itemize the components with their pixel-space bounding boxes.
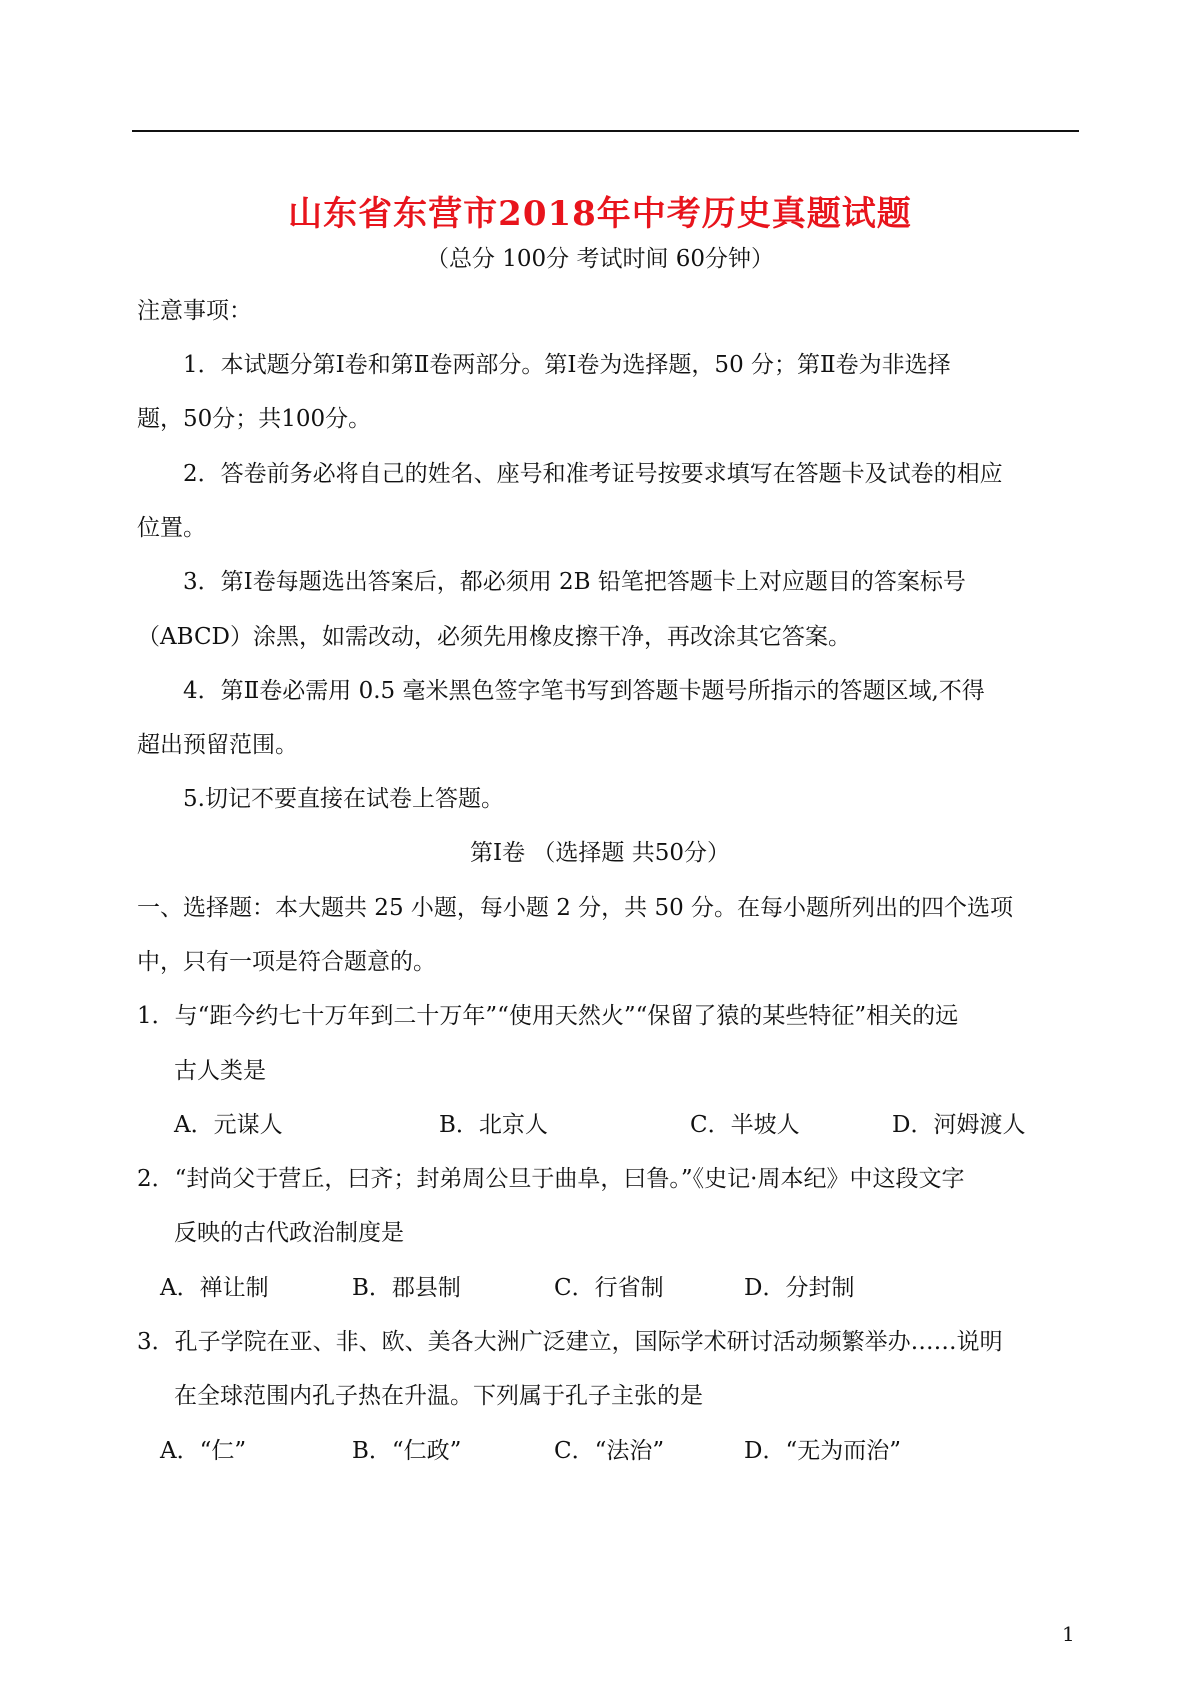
question-3-line1: 3．孔子学院在亚、非、欧、美各大洲广泛建立，国际学术研讨活动频繁举办……说明 — [137, 1329, 1003, 1355]
notice-item-4-line2: 超出预留范围。 — [137, 732, 298, 758]
question-3-option-a: A．“仁” — [160, 1438, 247, 1464]
question-1-line2: 古人类是 — [174, 1058, 266, 1084]
exam-subtitle: （总分 100分 考试时间 60分钟） — [425, 246, 775, 272]
question-1-option-d: D．河姆渡人 — [892, 1112, 1026, 1138]
notice-heading: 注意事项： — [137, 298, 252, 324]
notice-item-3-line1: 3．第Ⅰ卷每题选出答案后，都必须用 2B 铅笔把答题卡上对应题目的答案标号 — [183, 569, 966, 595]
question-3-option-b: B．“仁政” — [352, 1438, 462, 1464]
notice-item-2-line2: 位置。 — [137, 515, 206, 541]
question-3-option-d: D．“无为而治” — [744, 1438, 901, 1464]
question-1-option-b: B．北京人 — [439, 1112, 548, 1138]
notice-item-1-line2: 题，50分；共100分。 — [137, 406, 372, 432]
notice-item-4-line1: 4．第Ⅱ卷必需用 0.5 毫米黑色签字笔书写到答题卡题号所指示的答题区域,不得 — [183, 678, 985, 704]
question-2-option-a: A．禅让制 — [160, 1275, 269, 1301]
notice-item-5: 5.切记不要直接在试卷上答题。 — [183, 786, 504, 812]
question-1-option-c: C．半坡人 — [690, 1112, 800, 1138]
section-title: 第Ⅰ卷 （选择题 共50分） — [470, 840, 730, 866]
question-2-option-d: D．分封制 — [744, 1275, 855, 1301]
question-2-line1: 2．“封尚父于营丘，曰齐；封弟周公旦于曲阜，曰鲁。”《史记·周本纪》中这段文字 — [137, 1166, 965, 1192]
question-3-line2: 在全球范围内孔子热在升温。下列属于孔子主张的是 — [174, 1383, 703, 1409]
page-title: 山东省东营市2018年中考历史真题试题 — [288, 194, 912, 234]
question-2-option-c: C．行省制 — [554, 1275, 664, 1301]
notice-item-2-line1: 2．答卷前务必将自己的姓名、座号和准考证号按要求填写在答题卡及试卷的相应 — [183, 461, 1003, 487]
notice-item-3-line2: （ABCD）涂黑，如需改动，必须先用橡皮擦干净，再改涂其它答案。 — [137, 624, 851, 650]
question-1-line1: 1．与“距今约七十万年到二十万年”“使用天然火”“保留了猿的某些特征”相关的远 — [137, 1003, 959, 1029]
question-2-option-b: B．郡县制 — [352, 1275, 461, 1301]
question-3-option-c: C．“法治” — [554, 1438, 665, 1464]
section-intro-line2: 中，只有一项是符合题意的。 — [137, 949, 436, 975]
notice-item-1-line1: 1．本试题分第Ⅰ卷和第Ⅱ卷两部分。第Ⅰ卷为选择题，50 分；第Ⅱ卷为非选择 — [183, 352, 951, 378]
section-intro-line1: 一、选择题：本大题共 25 小题，每小题 2 分，共 50 分。在每小题所列出的四个选项 — [137, 895, 1014, 921]
question-1-option-a: A．元谋人 — [174, 1112, 283, 1138]
header-rule — [132, 130, 1079, 132]
page-number: 1 — [1062, 1622, 1075, 1646]
question-2-line2: 反映的古代政治制度是 — [174, 1220, 404, 1246]
